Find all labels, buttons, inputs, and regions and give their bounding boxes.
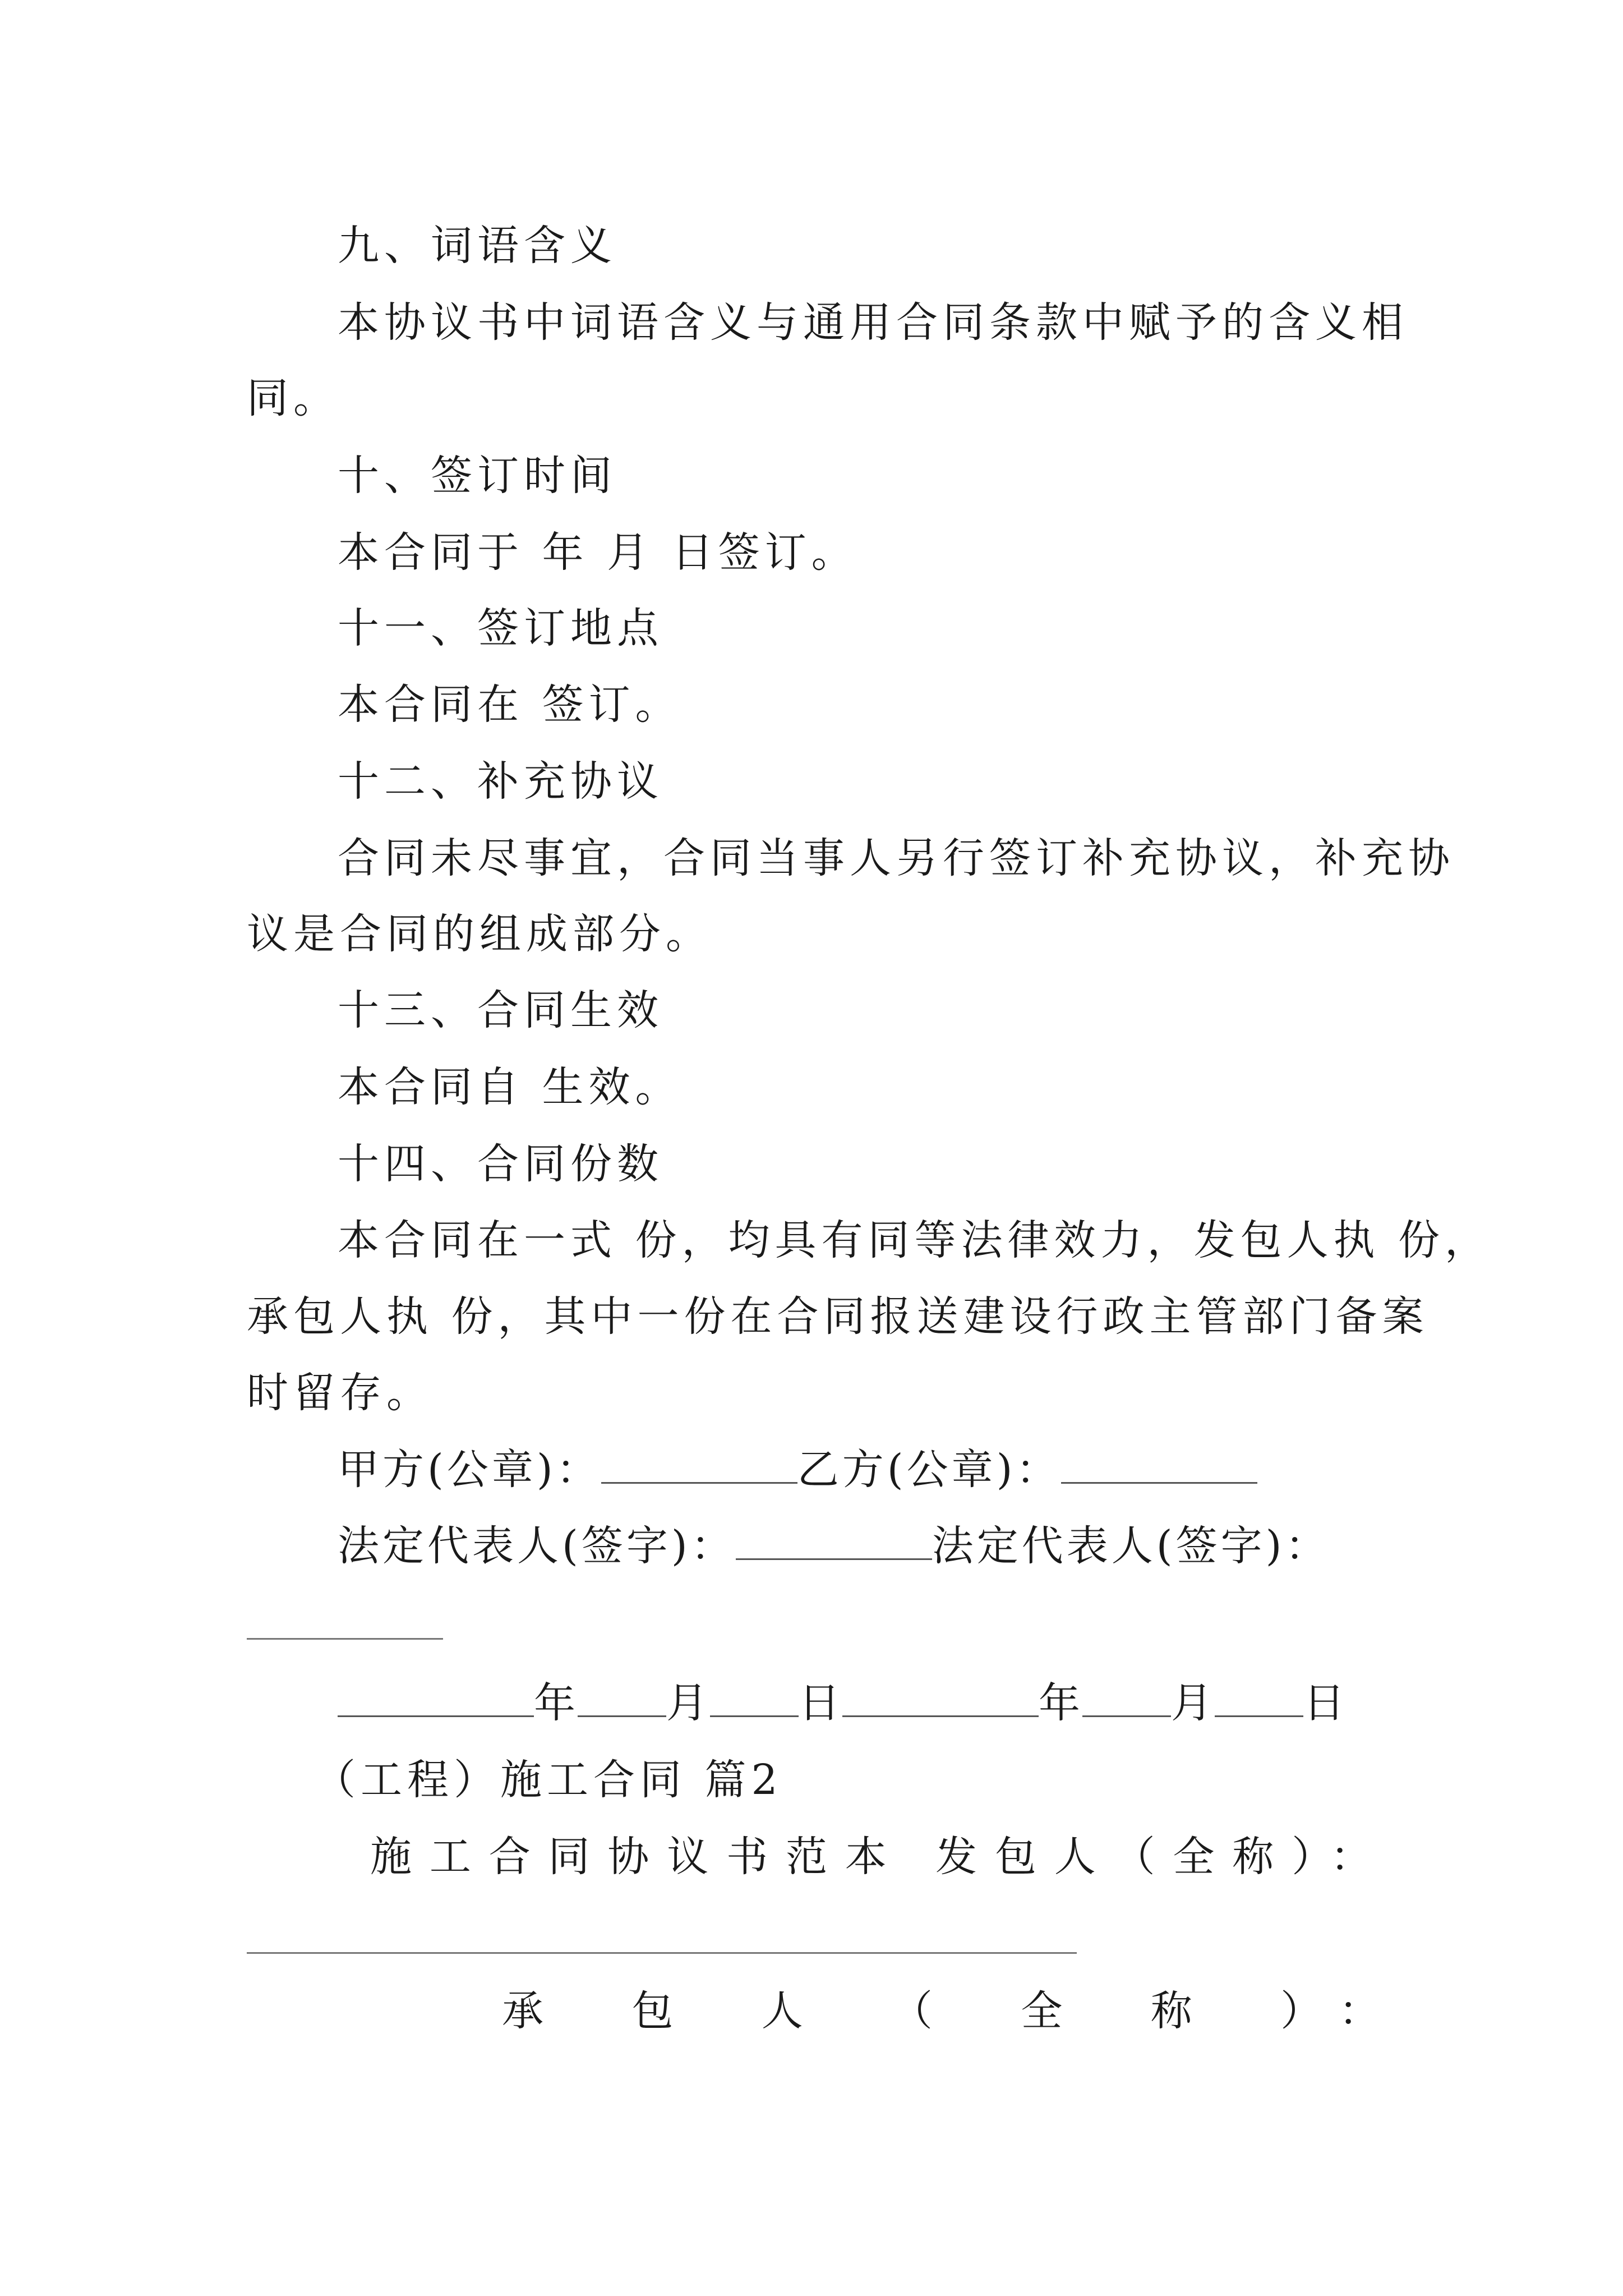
month-label-1: 月 xyxy=(666,1679,710,1727)
section-13-body: 本合同自 生效。 xyxy=(338,1063,682,1111)
year-blank-2[interactable] xyxy=(842,1678,1039,1717)
legal-rep-a-label: 法定代表人(签字)： xyxy=(338,1522,736,1570)
party-b-seal-label: 乙方(公章)： xyxy=(797,1446,1061,1494)
day-label-2: 日 xyxy=(1303,1679,1347,1727)
party-a-seal-blank[interactable] xyxy=(601,1445,797,1484)
section-13-heading: 十三、合同生效 xyxy=(338,986,663,1034)
part-2-title: （工程）施工合同 篇2 xyxy=(314,1756,783,1804)
day-label-1: 日 xyxy=(799,1679,842,1727)
section-14-body-line-3: 时留存。 xyxy=(247,1369,433,1417)
section-12-body-line-1: 合同未尽事宜，合同当事人另行签订补充协议，补充协 xyxy=(338,834,1455,882)
year-blank-1[interactable] xyxy=(338,1678,534,1717)
seal-line xyxy=(338,1443,1385,1497)
month-label-2: 月 xyxy=(1171,1679,1215,1727)
legal-rep-a-blank[interactable] xyxy=(736,1521,932,1560)
employer-name-blank[interactable] xyxy=(247,1952,1077,1954)
section-12-body-line-2: 议是合同的组成部分。 xyxy=(247,910,712,958)
legal-rep-line xyxy=(338,1519,1385,1573)
day-blank-2[interactable] xyxy=(1215,1678,1303,1717)
section-11-heading: 十一、签订地点 xyxy=(338,604,663,652)
party-a-seal-label: 甲方(公章)： xyxy=(338,1446,601,1494)
section-9-body-line-1: 本协议书中词语含义与通用合同条款中赋予的含义相 xyxy=(338,298,1408,347)
section-10-heading: 十、签订时间 xyxy=(338,452,617,500)
section-9-body-line-2: 同。 xyxy=(247,374,340,422)
agreement-template-line: 施工合同协议书范本 发包人（全称）： xyxy=(370,1833,1385,1881)
legal-rep-b-label: 法定代表人(签字)： xyxy=(932,1522,1330,1570)
section-10-body: 本合同于 年 月 日签订。 xyxy=(338,528,858,577)
section-12-heading: 十二、补充协议 xyxy=(338,757,663,806)
contractor-line: 承 包 人 （ 全 称 ）： xyxy=(502,1987,1385,2035)
day-blank-1[interactable] xyxy=(710,1678,799,1717)
month-blank-2[interactable] xyxy=(1082,1678,1171,1717)
party-b-seal-blank[interactable] xyxy=(1061,1445,1257,1484)
year-label-1: 年 xyxy=(534,1679,578,1727)
date-line xyxy=(338,1676,1385,1730)
section-14-heading: 十四、合同份数 xyxy=(338,1140,663,1188)
section-14-body-line-1: 本合同在一式 份，均具有同等法律效力，发包人执 份， xyxy=(338,1216,1492,1264)
year-label-2: 年 xyxy=(1039,1679,1082,1727)
section-9-heading: 九、词语含义 xyxy=(338,222,617,270)
section-11-body: 本合同在 签订。 xyxy=(338,680,682,729)
section-14-body-line-2: 承包人执 份，其中一份在合同报送建设行政主管部门备案 xyxy=(247,1292,1429,1341)
month-blank-1[interactable] xyxy=(578,1678,666,1717)
legal-rep-b-blank[interactable] xyxy=(247,1638,443,1640)
